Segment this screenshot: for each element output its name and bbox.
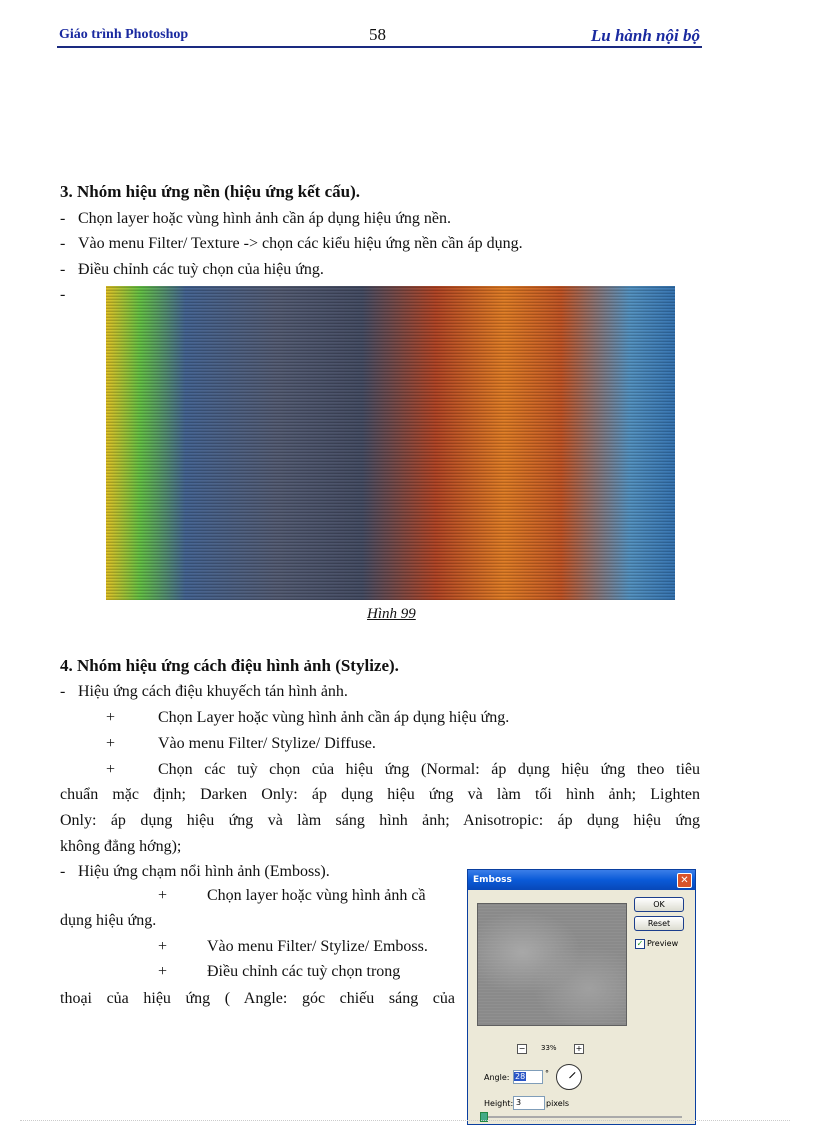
angle-label: Angle: [484,1073,510,1082]
step-text: Chọn các tuỳ chọn của hiệu ứng (Normal: áp dụng hiệu ứng theo tiêu [158,761,700,778]
dash: - [60,235,66,252]
degree-symbol: ° [545,1069,549,1078]
plus-bullet: + [158,887,168,904]
paragraph-line: Only: áp dụng hiệu ứng và làm sáng hình ảnh; Anisotropic: áp dụng hiệu ứng [60,812,700,829]
step-text: Vào menu Filter/ Stylize/ Emboss. [207,938,428,955]
dash: - [60,683,66,700]
footer-divider [20,1120,790,1121]
dash: - [60,286,66,303]
circulation-note: Lu hành nội bộ [590,26,700,45]
dash: - [60,261,66,278]
section-3-heading: 3. Nhóm hiệu ứng nền (hiệu ứng kết cấu). [60,182,360,201]
dialog-title-bar [468,870,695,890]
height-slider-track[interactable] [482,1116,682,1118]
dash: - [60,210,66,227]
dialog-title: Emboss [473,875,512,885]
height-label: Height: [484,1099,514,1108]
plus-bullet: + [158,938,168,955]
plus-bullet: + [106,735,116,752]
plus-bullet: + [106,761,116,778]
reset-button[interactable]: Reset [634,916,684,931]
paragraph-line: thoại của hiệu ứng ( Angle: góc chiếu sáng của [60,990,455,1007]
page-header [57,24,702,48]
plus-bullet: + [106,709,116,726]
preview-checkbox[interactable]: ✓ [636,939,644,948]
texture-overlay [106,286,675,600]
angle-input[interactable] [513,1070,543,1084]
zoom-level: 33% [541,1044,557,1052]
height-input[interactable]: 3 [513,1096,545,1110]
step-text: Điều chỉnh các tuỳ chọn trong [207,963,401,980]
book-title: Giáo trình Photoshop [59,27,189,42]
paragraph-line: không đẳng hớng); [60,838,182,855]
list-item-text: Chọn layer hoặc vùng hình ảnh cần áp dụng hiệu ứng nền. [78,210,452,227]
list-item-text: Vào menu Filter/ Texture -> chọn các kiểu hiệu ứng nền cần áp dụng. [78,235,523,252]
list-item-text: Hiệu ứng cách điệu khuyếch tán hình ảnh. [78,683,348,700]
dash: - [60,863,66,880]
step-text: Vào menu Filter/ Stylize/ Diffuse. [158,735,376,752]
list-item-text: Điều chỉnh các tuỳ chọn của hiệu ứng. [78,261,324,278]
figure-caption: Hình 99 [367,606,416,622]
emboss-preview[interactable] [477,903,627,1026]
paragraph-line: chuẩn mặc định; Darken Only: áp dụng hiệu ứng và làm tối hình ảnh; Lighten [60,786,700,803]
section-4-heading: 4. Nhóm hiệu ứng cách điệu hình ảnh (Stylize). [60,656,399,675]
list-item-text: Hiệu ứng chạm nổi hình ảnh (Emboss). [78,863,330,880]
paragraph-line: dụng hiệu ứng. [60,912,157,929]
angle-dial-hand [569,1072,575,1078]
step-text: Chọn layer hoặc vùng hình ảnh cầ [207,887,426,904]
texture-effect-image [106,286,675,600]
angle-dial[interactable] [556,1064,582,1090]
height-unit: pixels [546,1099,570,1108]
preview-label: Preview [647,939,679,948]
preview-image [478,904,626,1025]
zoom-in-button[interactable]: + [575,1044,583,1053]
step-text: Chọn Layer hoặc vùng hình ảnh cần áp dụng hiệu ứng. [158,709,510,726]
zoom-out-button[interactable]: − [518,1044,526,1053]
plus-bullet: + [158,963,168,980]
angle-value: 28 [515,1072,526,1081]
emboss-dialog [467,869,696,1125]
ok-button[interactable]: OK [634,897,684,912]
close-icon[interactable]: ✕ [677,873,692,888]
page-number: 58 [369,25,386,44]
